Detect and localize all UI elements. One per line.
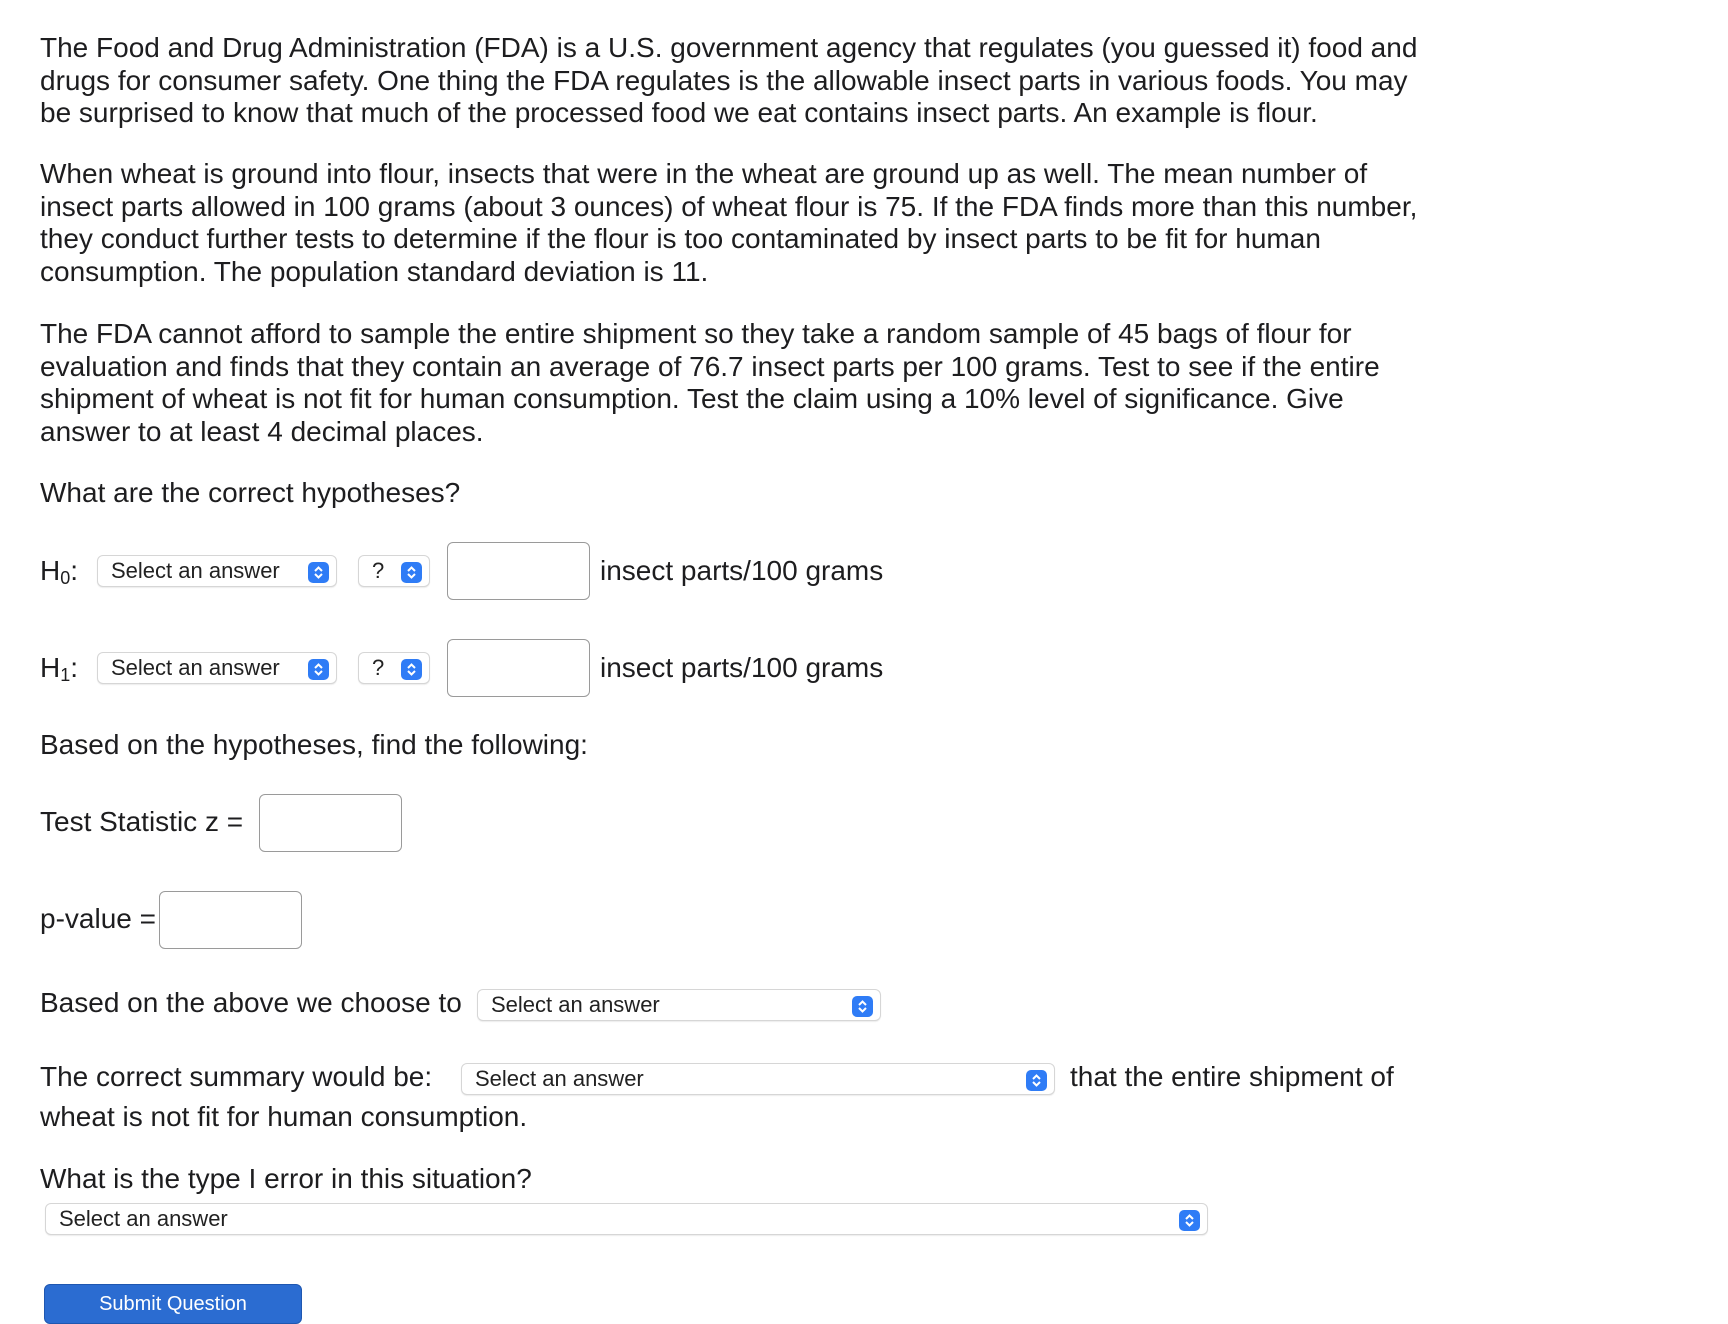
h1-unit: insect parts/100 grams bbox=[600, 652, 884, 683]
h1-parameter-select[interactable] bbox=[97, 652, 337, 684]
decision-select[interactable] bbox=[477, 989, 881, 1021]
problem-paragraph-3: The FDA cannot afford to sample the entire shipment so they take a random sample of 45 bags of flour for evaluation and finds that they contain an average of 76.7 insect parts per 100 grams. Test to see if the entire shipment of wheat is not fit for human consumption. Test the claim using a 10% level of significance. Give answer to at least 4 decimal places. bbox=[40, 318, 1380, 447]
type1-select[interactable] bbox=[45, 1203, 1208, 1235]
chevron-updown-icon bbox=[308, 562, 329, 583]
chevron-updown-icon bbox=[308, 659, 329, 680]
h0-parameter-select-value: Select an answer bbox=[111, 558, 280, 583]
find-prompt: Based on the hypotheses, find the following: bbox=[40, 729, 588, 760]
pvalue-field[interactable] bbox=[160, 892, 301, 948]
test-statistic-field[interactable] bbox=[260, 795, 401, 851]
chevron-updown-icon bbox=[1179, 1210, 1200, 1231]
submit-question-button[interactable]: Submit Question bbox=[44, 1284, 302, 1324]
test-statistic-input[interactable] bbox=[259, 794, 402, 852]
chevron-updown-icon bbox=[852, 996, 873, 1017]
decision-select-value: Select an answer bbox=[491, 992, 660, 1017]
chevron-updown-icon bbox=[401, 562, 422, 583]
pvalue-label: p-value = bbox=[40, 903, 156, 934]
type1-question: What is the type I error in this situation? bbox=[40, 1163, 532, 1194]
problem-paragraph-1: The Food and Drug Administration (FDA) is a U.S. government agency that regulates (you guessed it) food and drugs for consumer safety. One thing the FDA regulates is the allowable insect parts in various foods. You may be surprised to know that much of the processed food we eat contains insect parts. An example is flour. bbox=[40, 32, 1418, 128]
problem-paragraph-2: When wheat is ground into flour, insects that were in the wheat are ground up as well. The mean number of insect parts allowed in 100 grams (about 3 ounces) of wheat flour is 75. If the FDA finds more than this number, they conduct further tests to determine if the flour is too contaminated by insect parts to be fit for human consumption. The population standard deviation is 11. bbox=[40, 158, 1418, 287]
summary-select[interactable] bbox=[461, 1063, 1055, 1095]
h0-label: $H_0$: bbox=[40, 555, 79, 588]
summary-label: The correct summary would be: bbox=[40, 1061, 433, 1092]
test-statistic-label: Test Statistic z = bbox=[40, 806, 244, 837]
decision-label: Based on the above we choose to bbox=[40, 987, 462, 1018]
h0-unit: insect parts/100 grams bbox=[600, 555, 884, 586]
pvalue-input[interactable] bbox=[159, 891, 302, 949]
h1-parameter-select-value: Select an answer bbox=[111, 655, 280, 680]
chevron-updown-icon bbox=[1026, 1070, 1047, 1091]
h1-operator-select[interactable] bbox=[358, 652, 430, 684]
summary-select-value: Select an answer bbox=[475, 1066, 644, 1091]
h1-label: $H_1$: bbox=[40, 652, 79, 685]
summary-suffix-continued: wheat is not fit for human consumption. bbox=[40, 1101, 528, 1132]
chevron-updown-icon bbox=[401, 659, 422, 680]
h0-value-field[interactable] bbox=[448, 543, 589, 599]
h1-value-input[interactable] bbox=[447, 639, 590, 697]
type1-select-value: Select an answer bbox=[59, 1206, 228, 1231]
h0-operator-select-value: ? bbox=[372, 558, 385, 583]
h1-value-field[interactable] bbox=[448, 640, 589, 696]
hypotheses-question: What are the correct hypotheses? bbox=[40, 477, 461, 508]
h0-parameter-select[interactable] bbox=[97, 555, 337, 587]
h1-operator-select-value: ? bbox=[372, 655, 385, 680]
h0-value-input[interactable] bbox=[447, 542, 590, 600]
summary-suffix: that the entire shipment of bbox=[1070, 1061, 1394, 1092]
h0-operator-select[interactable] bbox=[358, 555, 430, 587]
